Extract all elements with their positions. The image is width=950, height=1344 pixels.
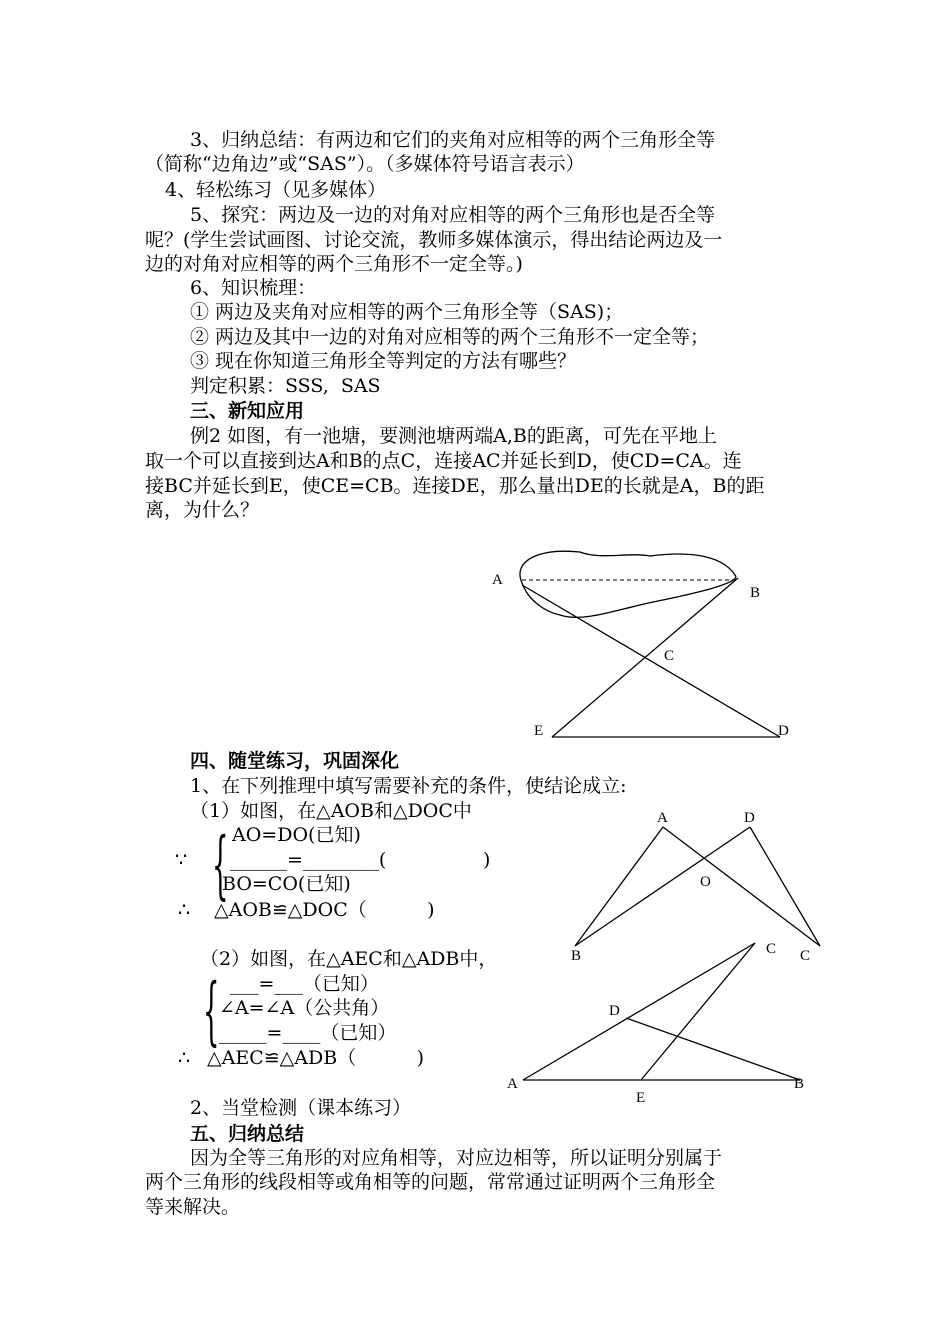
para3-line2: （简称“边角边”或“SAS”）。（多媒体符号语言表示） bbox=[145, 153, 585, 175]
section4-heading: 四、随堂练习，巩固深化 bbox=[190, 750, 400, 772]
p1-intro: （1）如图，在△AOB和△DOC中 bbox=[190, 800, 472, 822]
para6-item2: ② 两边及其中一边的对角对应相等的两个三角形不一定全等； bbox=[190, 326, 710, 348]
fig3-label-b: B bbox=[794, 1076, 805, 1092]
para6-item3: ③ 现在你知道三角形全等判定的方法有哪些？ bbox=[190, 350, 577, 372]
para5-line1: 5、探究：两边及一边的对角对应相等的两个三角形也是否全等 bbox=[190, 204, 716, 226]
p2-line1: ___=___（已知） bbox=[230, 973, 379, 995]
fig2-label-d: D bbox=[744, 810, 755, 826]
fig3-label-a: A bbox=[507, 1076, 518, 1092]
example-line2: 取一个可以直接到达A和B的点C，连接AC并延长到D，使CD=CA。连 bbox=[145, 450, 742, 472]
p2-line3: _____=____（已知） bbox=[219, 1022, 397, 1044]
fig3-label-e: E bbox=[636, 1090, 646, 1106]
para6-item1: ① 两边及夹角对应相等的两个三角形全等（SAS)； bbox=[190, 301, 624, 323]
fig2-label-c: C bbox=[800, 948, 811, 964]
p1-therefore: ∴ bbox=[178, 899, 191, 921]
p1-line3: BO=CO(已知) bbox=[222, 873, 351, 895]
p2-brace: { bbox=[203, 968, 220, 1054]
p1-because: ∵ bbox=[175, 849, 188, 871]
para4: 4、轻松练习（见多媒体） bbox=[165, 179, 387, 201]
p1-line2: ______=________( ) bbox=[230, 849, 491, 871]
p2-line2: ∠A=∠A（公共角） bbox=[219, 997, 390, 1019]
fig1-label-b: B bbox=[750, 585, 761, 601]
fig2-label-b: B bbox=[571, 948, 582, 964]
q2-text: 2、当堂检测（课本练习） bbox=[190, 1097, 412, 1119]
p2-intro: （2）如图，在△AEC和△ADB中， bbox=[200, 948, 498, 970]
p2-conclusion: △AEC≌△ADB（ ) bbox=[207, 1047, 424, 1069]
section5-heading: 五、归纳总结 bbox=[190, 1123, 305, 1145]
fig1-label-d: D bbox=[778, 723, 789, 739]
fig1-label-a: A bbox=[492, 572, 503, 588]
p1-brace: { bbox=[212, 822, 229, 908]
section3-heading: 三、新知应用 bbox=[190, 400, 305, 422]
example-line1: 例2 如图，有一池塘，要测池塘两端A,B的距离，可先在平地上 bbox=[190, 425, 717, 447]
para3-line1: 3、归纳总结：有两边和它们的夹角对应相等的两个三角形全等 bbox=[190, 129, 716, 151]
para5-line2: 呢？(学生尝试画图、讨论交流，教师多媒体演示，得出结论两边及一 bbox=[145, 229, 723, 251]
p2-therefore: ∴ bbox=[178, 1047, 191, 1069]
p1-conclusion: △AOB≌△DOC（ ) bbox=[214, 899, 435, 921]
para6-title: 6、知识梳理： bbox=[190, 277, 317, 299]
fig2-label-o: O bbox=[700, 874, 711, 890]
fig2-label-a: A bbox=[657, 810, 668, 826]
summary-line3: 等来解决。 bbox=[145, 1196, 241, 1218]
fig3-label-d: D bbox=[609, 1003, 620, 1019]
fig1-label-e: E bbox=[534, 723, 544, 739]
summary-line2: 两个三角形的线段相等或角相等的问题，常常通过证明两个三角形全 bbox=[145, 1171, 716, 1193]
summary-line1: 因为全等三角形的对应角相等，对应边相等，所以证明分别属于 bbox=[190, 1147, 723, 1169]
para6-accum: 判定积累：SSS, SAS bbox=[190, 375, 381, 397]
q1-text: 1、在下列推理中填写需要补充的条件，使结论成立: bbox=[190, 775, 627, 797]
example-line3: 接BC并延长到E，使CE=CB。连接DE，那么量出DE的长就是A，B的距 bbox=[145, 475, 765, 497]
fig3-label-c: C bbox=[766, 941, 777, 957]
example-line4: 离，为什么？ bbox=[145, 499, 260, 521]
fig1-label-c: C bbox=[664, 648, 675, 664]
para5-line3: 边的对角对应相等的两个三角形不一定全等。) bbox=[145, 253, 523, 275]
p1-line1: AO=DO(已知) bbox=[232, 824, 361, 846]
